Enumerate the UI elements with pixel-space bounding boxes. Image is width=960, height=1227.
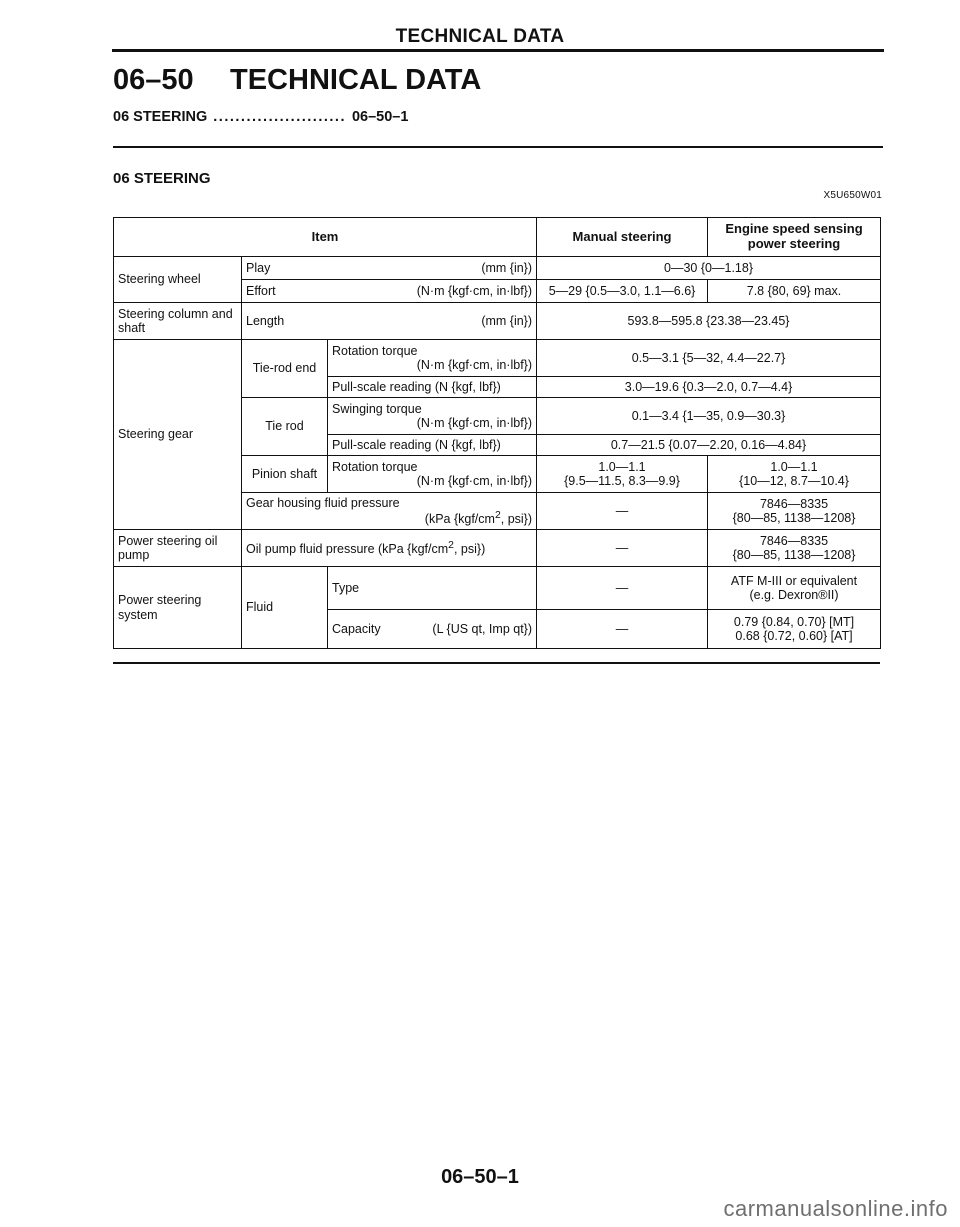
- value-fluid-capacity-manual: —: [537, 610, 708, 649]
- value-fluid-capacity-power-1: 0.79 {0.84, 0.70} [MT]: [733, 614, 855, 629]
- item-pump-pressure-label: Oil pump fluid pressure (kPa {kgf/cm: [246, 541, 449, 556]
- item-effort-unit: (N·m {kgf·cm, in·lbf}): [416, 283, 533, 298]
- item-rotation-torque: [328, 340, 537, 377]
- toc-entry-page: 06–50–1: [351, 109, 409, 125]
- item-swinging-torque: [328, 398, 537, 435]
- item-swinging-torque-label: Swinging torque: [332, 401, 422, 416]
- item-length-unit: (mm {in}): [481, 313, 533, 328]
- sub-heading: 06 STEERING: [113, 170, 211, 187]
- item-length: [242, 303, 537, 340]
- item-pinion-torque: [328, 456, 537, 493]
- unit-text: (kPa {kgf/cm: [424, 512, 495, 527]
- header-manual: Manual steering: [537, 218, 708, 257]
- value-pinion-power: [708, 456, 881, 493]
- value-fluid-type-manual: —: [537, 567, 708, 610]
- table-row: [114, 303, 881, 340]
- item-gear-housing-label: Gear housing fluid pressure: [246, 495, 400, 510]
- group-power-steering-system: Power steering system: [114, 567, 242, 649]
- unit-text: , psi}): [500, 512, 533, 527]
- value-fluid-type-power: [708, 567, 881, 610]
- value-gear-housing-power-1: 7846—8335: [759, 496, 829, 511]
- item-fluid-capacity-unit: (L {US qt, Imp qt}): [432, 621, 533, 636]
- item-rotation-torque-unit: (N·m {kgf·cm, in·lbf}): [416, 358, 533, 372]
- item-rotation-torque-label: Rotation torque: [332, 343, 418, 358]
- item-pinion-torque-unit: (N·m {kgf·cm, in·lbf}): [416, 474, 533, 488]
- reference-code: X5U650W01: [823, 190, 882, 201]
- value-gear-housing-power: [708, 493, 881, 530]
- item-pinion-torque-label: Rotation torque: [332, 459, 418, 474]
- value-pump-power-1: 7846—8335: [759, 533, 829, 548]
- footer-rule: [113, 662, 880, 664]
- item-swinging-torque-unit: (N·m {kgf·cm, in·lbf}): [416, 416, 533, 430]
- value-play: 0—30 {0—1.18}: [537, 257, 881, 280]
- value-pinion-power-2: {10—12, 8.7—10.4}: [739, 474, 849, 488]
- value-effort-power: 7.8 {80, 69} max.: [708, 280, 881, 303]
- value-effort-manual: 5—29 {0.5—3.0, 1.1—6.6}: [537, 280, 708, 303]
- unit-superscript: 2: [494, 509, 501, 521]
- section-number: 06–50: [113, 64, 194, 96]
- value-fluid-type-power-1: ATF M-III or equivalent: [730, 573, 858, 588]
- section-title-text: TECHNICAL DATA: [230, 64, 482, 96]
- table-row: [114, 567, 881, 610]
- section-title: [113, 64, 481, 97]
- table-header-row: [114, 218, 881, 257]
- header-rule: [112, 49, 884, 52]
- item-pinion-shaft: Pinion shaft: [242, 456, 328, 493]
- running-header: TECHNICAL DATA: [395, 26, 565, 47]
- unit-superscript: 2: [448, 539, 454, 551]
- value-gear-housing-manual: —: [537, 493, 708, 530]
- item-fluid-capacity-label: Capacity: [332, 621, 381, 636]
- group-steering-gear: Steering gear: [114, 340, 242, 530]
- item-fluid: Fluid: [242, 567, 328, 649]
- table-row: [114, 257, 881, 280]
- item-play-label: Play: [246, 260, 271, 275]
- value-length: 593.8—595.8 {23.38—23.45}: [537, 303, 881, 340]
- steering-spec-table: [113, 217, 881, 649]
- value-pump-power: [708, 530, 881, 567]
- item-effort: [242, 280, 537, 303]
- item-fluid-type: Type: [328, 567, 537, 610]
- item-gear-housing: [242, 493, 537, 530]
- value-rotation-torque: 0.5—3.1 {5—32, 4.4—22.7}: [537, 340, 881, 377]
- header-item: Item: [114, 218, 537, 257]
- value-gear-housing-power-2: {80—85, 1138—1208}: [732, 511, 856, 525]
- toc-leader-dots: ........................: [213, 109, 346, 125]
- unit-text: , psi}): [453, 541, 486, 556]
- value-pinion-manual-1: 1.0—1.1: [598, 459, 646, 474]
- item-pull-scale-2: Pull-scale reading (N {kgf, lbf}): [328, 435, 537, 456]
- item-length-label: Length: [246, 313, 285, 328]
- item-gear-housing-unit: [246, 510, 532, 527]
- item-effort-label: Effort: [246, 283, 276, 298]
- group-steering-column: Steering column and shaft: [114, 303, 242, 340]
- group-steering-wheel: Steering wheel: [114, 257, 242, 303]
- value-fluid-capacity-power: [708, 610, 881, 649]
- toc-entry[interactable]: [113, 109, 408, 125]
- value-pull-scale-2: 0.7—21.5 {0.07—2.20, 0.16—4.84}: [537, 435, 881, 456]
- value-pump-manual: —: [537, 530, 708, 567]
- item-play-unit: (mm {in}): [481, 260, 533, 275]
- value-pinion-power-1: 1.0—1.1: [770, 459, 818, 474]
- value-pinion-manual-2: {9.5—11.5, 8.3—9.9}: [564, 474, 680, 488]
- table-row: [114, 530, 881, 567]
- table-row: [114, 340, 881, 377]
- value-swinging-torque: 0.1—3.4 {1—35, 0.9—30.3}: [537, 398, 881, 435]
- toc-entry-label: 06 STEERING: [113, 109, 208, 125]
- item-tie-rod-end: Tie-rod end: [242, 340, 328, 398]
- value-fluid-type-power-2: (e.g. Dexron®II): [749, 588, 839, 602]
- item-play: [242, 257, 537, 280]
- watermark-text: carmanualsonline.info: [723, 1196, 948, 1221]
- section-rule: [113, 146, 883, 148]
- item-pump-pressure: [242, 530, 537, 567]
- value-fluid-capacity-power-2: 0.68 {0.72, 0.60} [AT]: [735, 629, 853, 643]
- page-number: 06–50–1: [441, 1166, 519, 1188]
- header-power: Engine speed sensing power steering: [708, 218, 881, 257]
- value-pinion-manual: [537, 456, 708, 493]
- value-pump-power-2: {80—85, 1138—1208}: [732, 548, 856, 562]
- item-tie-rod: Tie rod: [242, 398, 328, 456]
- value-pull-scale: 3.0—19.6 {0.3—2.0, 0.7—4.4}: [537, 377, 881, 398]
- item-pull-scale: Pull-scale reading (N {kgf, lbf}): [328, 377, 537, 398]
- item-fluid-capacity: [328, 610, 537, 649]
- group-power-steering-pump: Power steering oil pump: [114, 530, 242, 567]
